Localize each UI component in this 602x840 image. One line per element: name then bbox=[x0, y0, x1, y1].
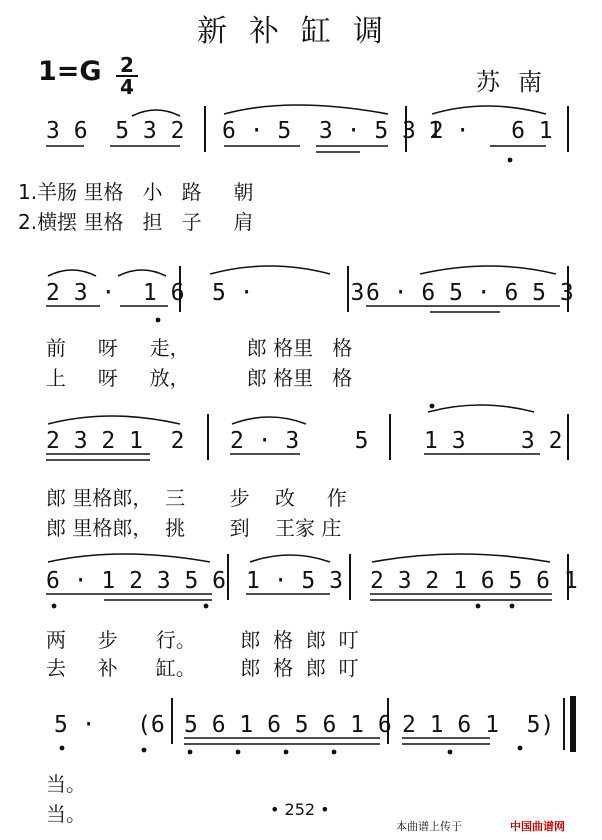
region-label: 苏南 bbox=[476, 68, 560, 96]
system-2-lyrics-2: 上 呀 放， 郎 格里 格 bbox=[46, 366, 353, 390]
system-1-lyrics-1: 1.羊肠 里格 小 路 朝 bbox=[18, 180, 254, 204]
system-3-measure-3: 1 3 3 2 bbox=[424, 428, 563, 454]
slur bbox=[48, 270, 96, 276]
octave-dot bbox=[156, 318, 161, 323]
octave-dot bbox=[518, 746, 523, 751]
octave-dot bbox=[60, 746, 65, 751]
octave-dot bbox=[508, 158, 513, 163]
slur bbox=[48, 554, 210, 562]
system-2-measure-2: 5 · 3 bbox=[212, 280, 365, 306]
slur bbox=[428, 405, 534, 412]
meter-top: 2 bbox=[120, 53, 134, 77]
system-3-measure-2: 2 · 3 5 bbox=[230, 428, 369, 454]
system-4-lyrics-2: 去 补 缸。 郎 格 郎 叮 bbox=[46, 656, 359, 680]
slur bbox=[48, 416, 180, 424]
octave-dot bbox=[476, 604, 481, 609]
system-4-measure-3: 2 3 2 1 6 5 6 1 bbox=[370, 568, 578, 594]
system-5-measure-3: 2 1 6 1 5) bbox=[402, 712, 555, 738]
key-signature: 1=G bbox=[38, 56, 102, 87]
slur bbox=[250, 555, 330, 562]
site-watermark: 中国曲谱网 bbox=[510, 820, 565, 833]
slur bbox=[132, 110, 180, 116]
meter-bottom: 4 bbox=[120, 75, 134, 99]
page-number: • 252 • bbox=[270, 800, 330, 819]
system-4-measure-1: 6 · 1 2 3 5 6 bbox=[46, 568, 227, 594]
octave-dot bbox=[236, 750, 241, 755]
song-title: 新补缸调 bbox=[197, 14, 405, 49]
slur bbox=[118, 270, 166, 276]
system-5-lyrics-1: 当。 bbox=[46, 772, 86, 796]
slur bbox=[432, 106, 546, 114]
octave-dot bbox=[142, 748, 147, 753]
octave-dot bbox=[430, 404, 435, 409]
system-1-measure-1: 3 6 5 3 2 bbox=[46, 118, 185, 144]
slur bbox=[232, 417, 306, 424]
octave-dot bbox=[204, 604, 209, 609]
system-3-lyrics-2: 郎 里格郎， 挑 到 王家 庄 bbox=[46, 516, 342, 540]
octave-dot bbox=[510, 604, 515, 609]
system-1-lyrics-2: 2.横摆 里格 担 子 肩 bbox=[18, 210, 254, 234]
system-2-measure-1: 2 3 · 1 6 bbox=[46, 280, 185, 306]
system-4-measure-2: 1 · 5 3 bbox=[246, 568, 343, 594]
slur bbox=[224, 105, 388, 114]
system-5-measure-2: 5 6 1 6 5 6 1 6 bbox=[184, 712, 392, 738]
octave-dot bbox=[52, 604, 57, 609]
system-2-measure-3: 6 · 6 5 · 6 5 3 bbox=[366, 280, 574, 306]
slur bbox=[210, 266, 330, 274]
octave-dot bbox=[332, 750, 337, 755]
system-5-lyrics-2: 当。 bbox=[46, 802, 86, 826]
slur bbox=[372, 554, 550, 562]
system-4-lyrics-1: 两 步 行。 郎 格 郎 叮 bbox=[46, 628, 359, 652]
final-barline-thick bbox=[570, 696, 576, 752]
system-1-measure-2: 6 · 5 3 · 5 3 2 bbox=[222, 118, 444, 144]
slur bbox=[420, 266, 556, 274]
system-2-lyrics-1: 前 呀 走， 郎 格里 格 bbox=[46, 336, 353, 360]
octave-dot bbox=[188, 750, 193, 755]
system-3-measure-1: 2 3 2 1 2 bbox=[46, 428, 185, 454]
octave-dot bbox=[284, 750, 289, 755]
source-note: 本曲谱上传于 bbox=[396, 820, 462, 833]
system-5-measure-1: 5 · (6 bbox=[54, 712, 165, 738]
system-1-measure-3: 1 · 6 1 bbox=[428, 118, 553, 144]
system-3-lyrics-1: 郎 里格郎， 三 步 改 作 bbox=[46, 486, 347, 510]
octave-dot bbox=[448, 750, 453, 755]
